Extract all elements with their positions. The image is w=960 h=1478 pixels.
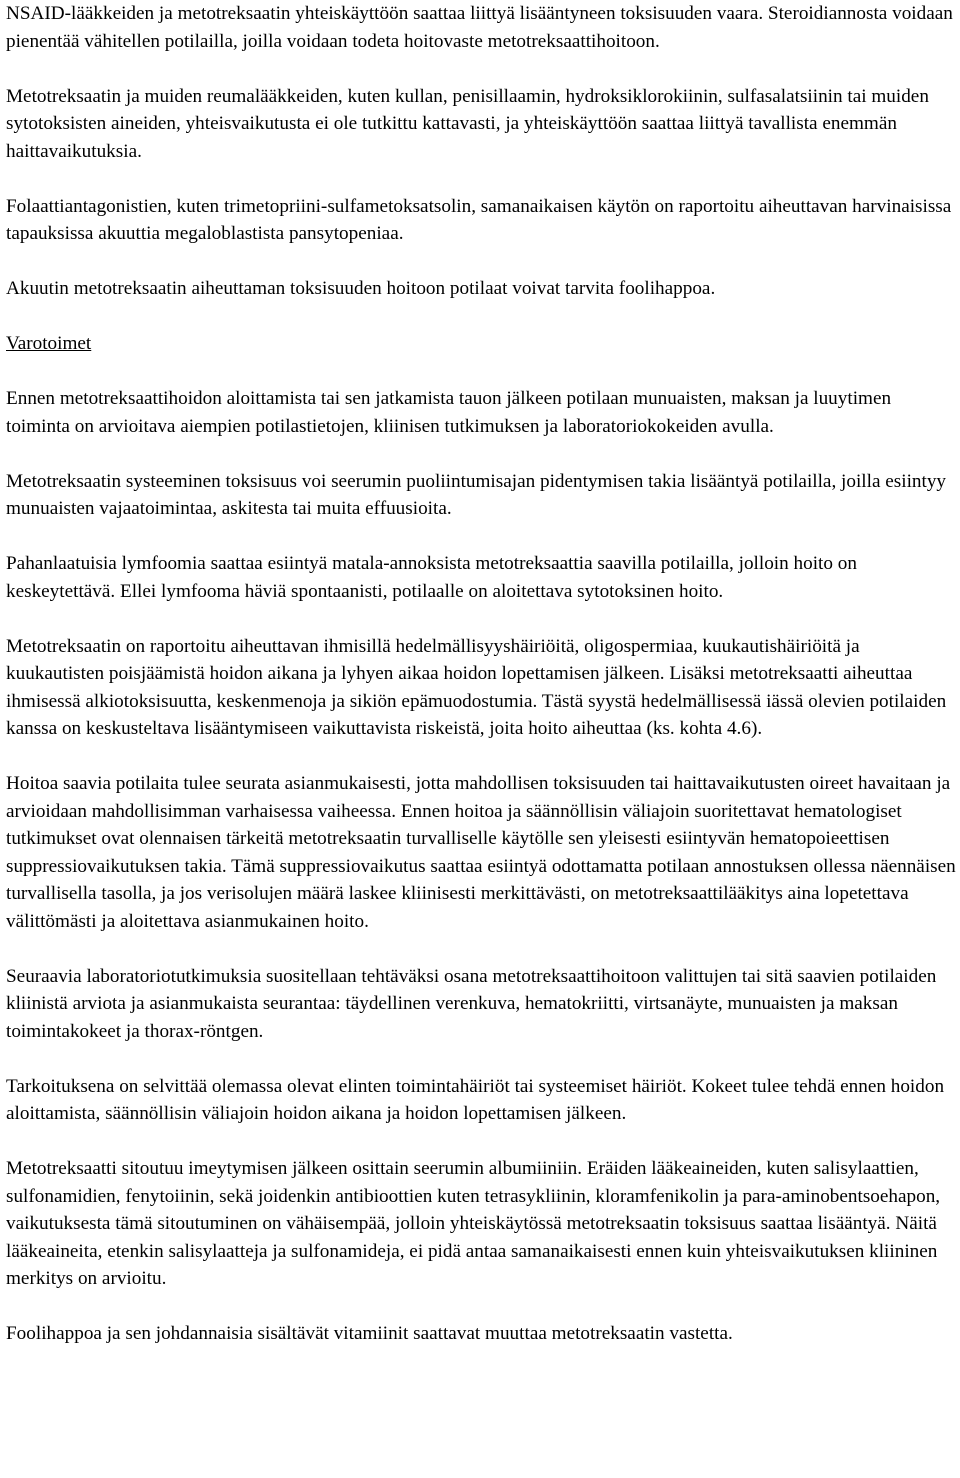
paragraph-systemic-toxicity: Metotreksaatin systeeminen toksisuus voi seerumin puoliintumisajan pidentymisen takia lisääntyä potilailla, joilla esiintyy munuaisten vajaatoimintaa, askitesta tai muita effuusioita. [6,470,947,519]
section-heading-precautions: Varotoimet [6,333,92,354]
document-body [6,0,956,1375]
paragraph-rheumatic-drugs: Metotreksaatin ja muiden reumalääkkeiden, kuten kullan, penisillaamin, hydroksiklorokiinin, sulfasalatsiinin tai muiden sytotoksisten aineiden, yhteisvaikutusta ei ole tutkittu kattavasti, ja yhteiskäyttöön saattaa liittyä tavallista enemmän haittavaikutuksia. [6,85,929,162]
paragraph-albumin-binding: Metotreksaatti sitoutuu imeytymisen jälkeen osittain seerumin albumiiniin. Eräiden lääkeaineiden, kuten salisylaattien, sulfonamidien, fenytoiinin, sekä joidenkin antibioottien kuten tetrasykliinin, kloramfenikolin ja para-aminobentsoehapon, vaikutuksesta tämä sitoutuminen on vähäisempää, jolloin yhteiskäytössä metotreksaatin toksisuus saattaa lisääntyä. Näitä lääkeaineita, etenkin salisylaatteja ja sulfonamideja, ei pidä antaa samanaikaisesti ennen kuin yhteisvaikutuksen kliininen merkitys on arvioitu. [6,1158,941,1289]
paragraph-purpose: Tarkoituksena on selvittää olemassa olevat elinten toimintahäiriöt tai systeemiset häiriöt. Kokeet tulee tehdä ennen hoidon aloittamista, säännöllisin väliajoin hoidon aikana ja hoidon lopettamisen jälkeen. [6,1075,945,1124]
paragraph-laboratory-tests: Seuraavia laboratoriotutkimuksia suositellaan tehtäväksi osana metotreksaattihoitoon valittujen tai sitä saavien potilaiden kliinistä arviota ja asianmukaista seurantaa: täydellinen verenkuva, hematokriitti, virtsanäyte, munuaisten ja maksan toimintakokeet ja thorax-röntgen. [6,965,937,1042]
paragraph-pretreatment-assessment: Ennen metotreksaattihoidon aloittamista tai sen jatkamista tauon jälkeen potilaan munuaisten, maksan ja luuytimen toiminta on arvioitava aiempien potilastietojen, kliinisen tutkimuksen ja laboratoriokokeiden avulla. [6,388,892,437]
paragraph-fertility: Metotreksaatin on raportoitu aiheuttavan ihmisillä hedelmällisyyshäiriöitä, oligospermiaa, kuukautishäiriöitä ja kuukautisten poisjäämistä hoidon aikana ja lyhyen aikaa hoidon lopettamisen jälkeen. Lisäksi metotreksaatti aiheuttaa ihmisessä alkiotoksisuutta, keskenmenoja ja sikiön epämuodostumia. Tästä syystä hedelmällisessä iässä olevien potilaiden kanssa on keskusteltava lisääntymiseen vaikuttavista riskeistä, joita hoito aiheuttaa (ks. kohta 4.6). [6,635,947,739]
paragraph-acute-toxicity: Akuutin metotreksaatin aiheuttaman toksisuuden hoitoon potilaat voivat tarvita foolihappoa. [6,278,716,299]
paragraph-folic-acid: Foolihappoa ja sen johdannaisia sisältävät vitamiinit saattavat muuttaa metotreksaatin vastetta. [6,1323,733,1344]
paragraph-nsaid-interaction: NSAID-lääkkeiden ja metotreksaatin yhteiskäyttöön saattaa liittyä lisääntyneen toksisuuden vaara. Steroidiannosta voidaan pienentää vähitellen potilailla, joilla voidaan todeta hoitovaste metotreksaattihoitoon. [6,3,953,52]
paragraph-monitoring: Hoitoa saavia potilaita tulee seurata asianmukaisesti, jotta mahdollisen toksisuuden tai haittavaikutusten oireet havaitaan ja arvioidaan mahdollisimman varhaisessa vaiheessa. Ennen hoitoa ja säännöllisin väliajoin suoritettavat hematologiset tutkimukset ovat olennaisen tärkeitä metotreksaatin turvalliselle käytölle sen yleisesti esiintyvän hematopoieettisen suppressiovaikutuksen takia. Tämä suppressiovaikutus saattaa esiintyä odottamatta potilaan annostuksen ollessa näennäisen turvallisella tasolla, ja jos verisolujen määrä laskee kliinisesti merkittävästi, on metotreksaattilääkitys aina lopetettava välittömästi ja aloitettava asianmukainen hoito. [6,773,956,932]
paragraph-lymphoma: Pahanlaatuisia lymfoomia saattaa esiintyä matala-annoksista metotreksaattia saavilla potilailla, jolloin hoito on keskeytettävä. Ellei lymfooma häviä spontaanisti, potilaalle on aloitettava sytotoksinen hoito. [6,553,857,602]
paragraph-folate-antagonists: Folaattiantagonistien, kuten trimetopriini-sulfametoksatsolin, samanaikaisen käytön on raportoitu aiheuttavan harvinaisissa tapauksissa akuuttia megaloblastista pansytopeniaa. [6,195,952,244]
